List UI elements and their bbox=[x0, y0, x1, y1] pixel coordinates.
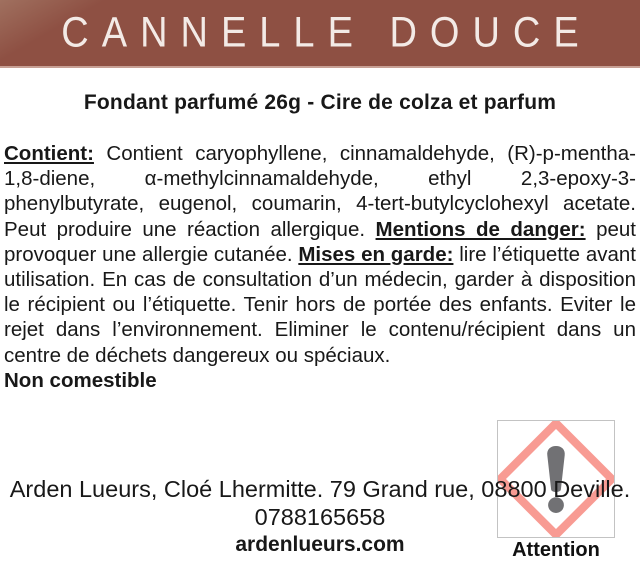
non-comestible-note: Non comestible bbox=[4, 368, 157, 392]
website-url: ardenlueurs.com bbox=[235, 533, 405, 556]
ingredients-paragraph bbox=[4, 141, 636, 393]
ingredients-segments bbox=[4, 142, 636, 367]
text-segment: Mentions de danger: bbox=[375, 217, 586, 241]
text-segment: peut provoquer une allergie cutanée. bbox=[4, 217, 636, 266]
product-title: CANNELLE DOUCE bbox=[61, 8, 592, 56]
text-segment: Contient: bbox=[4, 142, 94, 165]
text-segment: lire l’étiquette avant utilisation. En cas de consultation d’un médecin, garder à disposition le récipient ou l’étiquette. Tenir hors de portée des enfants. Eviter le rejet dans l’environnement. Eliminer le contenu/récipient dans un centre de déchets dangereux ou spéciaux. bbox=[4, 242, 636, 367]
product-subtitle: Fondant parfumé 26g - Cire de colza et parfum bbox=[83, 91, 557, 114]
phone-number: 0788165658 bbox=[254, 504, 386, 530]
attention-caption: Attention bbox=[512, 539, 600, 561]
maker-address: Arden Lueurs, Cloé Lhermitte. 79 Grand rue, 08800 Deville. bbox=[9, 476, 631, 502]
title-bar bbox=[0, 0, 640, 68]
text-segment: Mises en garde: bbox=[298, 242, 454, 266]
text-segment: Contient caryophyllene, cinnamaldehyde, (R)-p-mentha-1,8-diene, α-methylcinnamaldehyde, ethyl 2,3-epoxy-3-phenylbutyrate, eugenol, coumarin, 4-tert-butylcyclohexyl acetate. Peut produire une réaction allergique. bbox=[4, 142, 636, 241]
